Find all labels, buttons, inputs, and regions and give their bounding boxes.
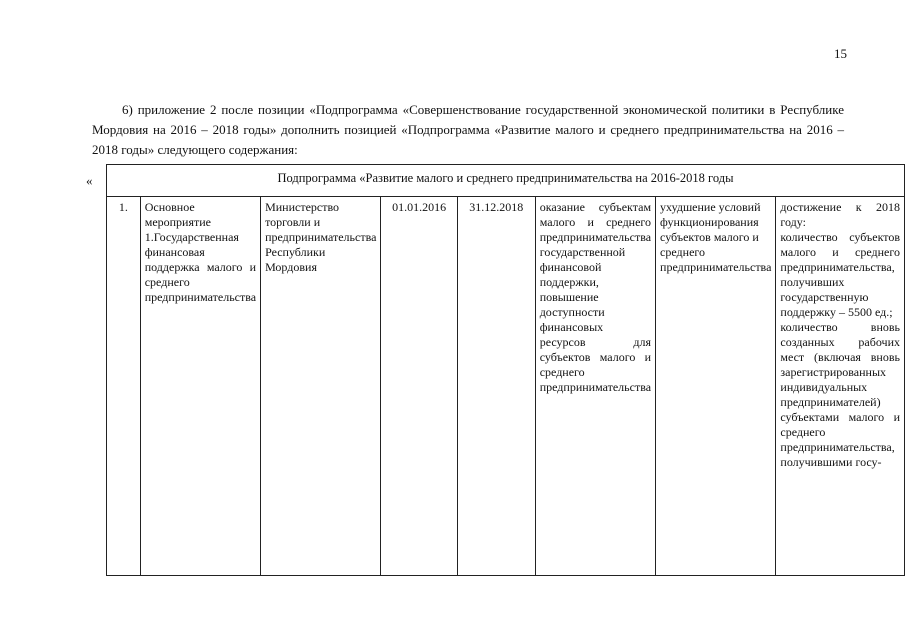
opening-quote-mark: « — [86, 173, 93, 188]
indicators-cell: достижение к 2018 году: количество субъектов малого и среднего предпринимательства, получивших государственную поддержку – 5500 ед.; количество вновь созданных рабочих мест (включая вновь зарегистрированных индивидуальных предпринимателей) субъектами малого и среднего предпринимательства, получившими госу- — [776, 197, 905, 576]
risk-cell: ухудшение условий функционирования субъектов малого и среднего предпринимательства — [656, 197, 776, 576]
activity-cell: Основное мероприятие 1.Государственная финансовая поддержка малого и среднего предпринимательства — [140, 197, 260, 576]
table-row — [107, 197, 905, 576]
intro-text: 6) приложение 2 после позиции «Подпрограмма «Совершенствование государственной экономической политики в Республике Мордовия на 2016 – 2018 годы» дополнить позицией «Подпрограмма «Развитие малого и среднего предпринимательства на 2016 – 2018 годы» следующего содержания: — [92, 102, 844, 157]
end-date-cell: 31.12.2018 — [457, 197, 535, 576]
result-cell: оказание субъектам малого и среднего предпринимательства государственной финансовой поддержки, повышение доступности финансовых ресурсов для субъектов малого и среднего предпринимательства — [535, 197, 655, 576]
subprogram-title: Подпрограмма «Развитие малого и среднего предпринимательства на 2016-2018 годы — [107, 165, 905, 197]
start-date-cell: 01.01.2016 — [381, 197, 457, 576]
program-table — [106, 164, 905, 576]
row-number: 1. — [107, 197, 141, 576]
executor-cell: Министерство торговли и предпринимательства Республики Мордовия — [261, 197, 381, 576]
table-header-row — [107, 165, 905, 197]
page-number: 15 — [834, 46, 847, 61]
intro-paragraph — [92, 100, 844, 160]
